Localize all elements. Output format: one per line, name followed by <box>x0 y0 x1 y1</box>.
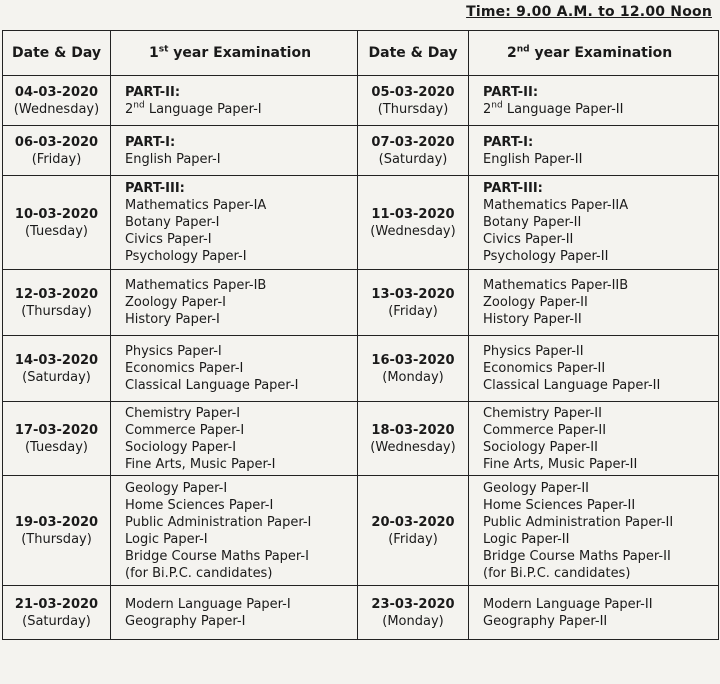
first-year-subject-cell <box>111 476 358 586</box>
exam-date: 21-03-2020 <box>14 596 99 612</box>
exam-date: 11-03-2020 <box>371 206 455 222</box>
subject-paper: 2nd Language Paper-II <box>483 100 624 117</box>
subject-paper: Fine Arts, Music Paper-I <box>125 456 276 472</box>
first-year-date-cell <box>3 126 111 176</box>
exam-timetable <box>2 30 719 640</box>
first-year-date-cell <box>3 586 111 640</box>
subject-paper: Mathematics Paper-IB <box>125 278 267 293</box>
first-year-date-cell <box>3 76 111 126</box>
subject-paper: Economics Paper-I <box>125 361 244 376</box>
exam-weekday: (Monday) <box>382 613 444 629</box>
subject-paper: 2nd Language Paper-I <box>125 100 262 117</box>
subject-paper: Geology Paper-II <box>483 480 590 496</box>
exam-date: 05-03-2020 <box>371 84 455 100</box>
exam-weekday: (Wednesday) <box>13 101 100 117</box>
second-year-date-cell <box>358 402 469 476</box>
subject-paper: Modern Language Paper-I <box>125 596 291 612</box>
subject-paper: Home Sciences Paper-I <box>125 497 274 513</box>
exam-weekday: (Tuesday) <box>24 223 89 239</box>
table-row <box>3 270 719 336</box>
header-first-year: 1st year Examination <box>111 31 358 76</box>
second-year-date-cell <box>358 336 469 402</box>
exam-weekday: (Tuesday) <box>24 439 89 455</box>
second-year-date-cell <box>358 76 469 126</box>
exam-date: 23-03-2020 <box>371 596 455 612</box>
table-row <box>3 402 719 476</box>
subject-paper: Classical Language Paper-II <box>483 378 661 393</box>
first-year-subject-cell <box>111 126 358 176</box>
header-date-day-1: Date & Day <box>3 31 111 76</box>
exam-weekday: (Monday) <box>382 369 444 385</box>
exam-weekday: (Saturday) <box>22 369 91 385</box>
exam-date: 19-03-2020 <box>14 514 99 530</box>
subject-paper: Home Sciences Paper-II <box>483 497 636 513</box>
subject-paper: Mathematics Paper-IIA <box>483 198 629 213</box>
first-year-date-cell <box>3 336 111 402</box>
part-heading: PART-I: <box>125 134 176 150</box>
first-year-subject-cell <box>111 586 358 640</box>
part-heading: PART-III: <box>125 181 185 196</box>
second-year-date-cell <box>358 270 469 336</box>
exam-weekday: (Friday) <box>31 151 82 167</box>
part-heading: PART-I: <box>483 134 534 150</box>
exam-date: 18-03-2020 <box>371 422 455 438</box>
subject-paper: Botany Paper-II <box>483 215 582 230</box>
subject-paper: Zoology Paper-I <box>125 295 226 310</box>
exam-weekday: (Thursday) <box>21 303 92 319</box>
second-year-subject-cell <box>469 476 719 586</box>
subject-paper: Sociology Paper-II <box>483 439 598 455</box>
subject-paper: Physics Paper-I <box>125 344 222 359</box>
subject-paper: Logic Paper-II <box>483 531 570 547</box>
table-row <box>3 176 719 270</box>
part-heading: PART-II: <box>483 84 539 100</box>
first-year-subject-cell <box>111 336 358 402</box>
subject-paper: Mathematics Paper-IIB <box>483 278 629 293</box>
second-year-subject-cell <box>469 336 719 402</box>
second-year-subject-cell <box>469 176 719 270</box>
table-row <box>3 476 719 586</box>
exam-time: Time: 9.00 A.M. to 12.00 Noon <box>466 4 712 20</box>
exam-weekday: (Thursday) <box>377 101 449 117</box>
exam-date: 17-03-2020 <box>14 422 99 438</box>
subject-paper: Mathematics Paper-IA <box>125 198 267 213</box>
subject-paper: (for Bi.P.C. candidates) <box>125 565 273 581</box>
first-year-date-cell <box>3 176 111 270</box>
table-row <box>3 76 719 126</box>
subject-paper: English Paper-II <box>483 151 583 167</box>
exam-date: 20-03-2020 <box>371 514 455 530</box>
subject-paper: (for Bi.P.C. candidates) <box>483 565 631 581</box>
table-row <box>3 126 719 176</box>
second-year-subject-cell <box>469 76 719 126</box>
first-year-date-cell <box>3 402 111 476</box>
subject-paper: Zoology Paper-II <box>483 295 588 310</box>
second-year-date-cell <box>358 126 469 176</box>
subject-paper: English Paper-I <box>125 151 221 167</box>
subject-paper: Public Administration Paper-I <box>125 514 312 530</box>
first-year-subject-cell <box>111 402 358 476</box>
subject-paper: Logic Paper-I <box>125 531 208 547</box>
header-second-year: 2nd year Examination <box>469 31 719 76</box>
first-year-date-cell <box>3 476 111 586</box>
subject-paper: Public Administration Paper-II <box>483 514 674 530</box>
exam-weekday: (Friday) <box>388 303 438 319</box>
exam-date: 16-03-2020 <box>371 352 455 368</box>
subject-paper: Physics Paper-II <box>483 344 584 359</box>
exam-date: 13-03-2020 <box>371 286 455 302</box>
second-year-date-cell <box>358 476 469 586</box>
first-year-date-cell <box>3 270 111 336</box>
exam-weekday: (Thursday) <box>21 531 92 547</box>
table-row <box>3 586 719 640</box>
subject-paper: Sociology Paper-I <box>125 439 237 455</box>
part-heading: PART-III: <box>483 181 543 196</box>
subject-paper: Psychology Paper-I <box>125 249 247 264</box>
first-year-subject-cell <box>111 76 358 126</box>
subject-paper: History Paper-II <box>483 312 582 327</box>
exam-weekday: (Wednesday) <box>370 223 456 239</box>
exam-date: 12-03-2020 <box>14 286 99 302</box>
subject-paper: Commerce Paper-I <box>125 422 245 438</box>
subject-paper: Bridge Course Maths Paper-I <box>125 548 309 564</box>
subject-paper: Modern Language Paper-II <box>483 596 653 612</box>
subject-paper: Civics Paper-I <box>125 232 212 247</box>
second-year-subject-cell <box>469 586 719 640</box>
subject-paper: Classical Language Paper-I <box>125 378 299 393</box>
second-year-date-cell <box>358 586 469 640</box>
header-row <box>3 31 719 76</box>
subject-paper: Botany Paper-I <box>125 215 220 230</box>
table-row <box>3 336 719 402</box>
second-year-date-cell <box>358 176 469 270</box>
subject-paper: History Paper-I <box>125 312 220 327</box>
exam-weekday: (Saturday) <box>378 151 448 167</box>
second-year-subject-cell <box>469 126 719 176</box>
second-year-subject-cell <box>469 402 719 476</box>
subject-paper: Fine Arts, Music Paper-II <box>483 456 638 472</box>
first-year-subject-cell <box>111 176 358 270</box>
exam-date: 14-03-2020 <box>14 352 99 368</box>
subject-paper: Geography Paper-II <box>483 613 608 629</box>
subject-paper: Bridge Course Maths Paper-II <box>483 548 671 564</box>
subject-paper: Chemistry Paper-I <box>125 405 241 421</box>
exam-weekday: (Friday) <box>388 531 438 547</box>
first-year-subject-cell <box>111 270 358 336</box>
header-date-day-2: Date & Day <box>358 31 469 76</box>
subject-paper: Commerce Paper-II <box>483 422 607 438</box>
subject-paper: Geography Paper-I <box>125 613 246 629</box>
subject-paper: Chemistry Paper-II <box>483 405 602 421</box>
exam-date: 07-03-2020 <box>371 134 455 150</box>
exam-date: 10-03-2020 <box>14 206 99 222</box>
subject-paper: Economics Paper-II <box>483 361 606 376</box>
part-heading: PART-II: <box>125 84 181 100</box>
second-year-subject-cell <box>469 270 719 336</box>
exam-weekday: (Wednesday) <box>370 439 456 455</box>
exam-date: 06-03-2020 <box>14 134 99 150</box>
subject-paper: Psychology Paper-II <box>483 249 609 264</box>
subject-paper: Geology Paper-I <box>125 480 228 496</box>
subject-paper: Civics Paper-II <box>483 232 574 247</box>
exam-date: 04-03-2020 <box>14 84 99 100</box>
exam-weekday: (Saturday) <box>22 613 91 629</box>
